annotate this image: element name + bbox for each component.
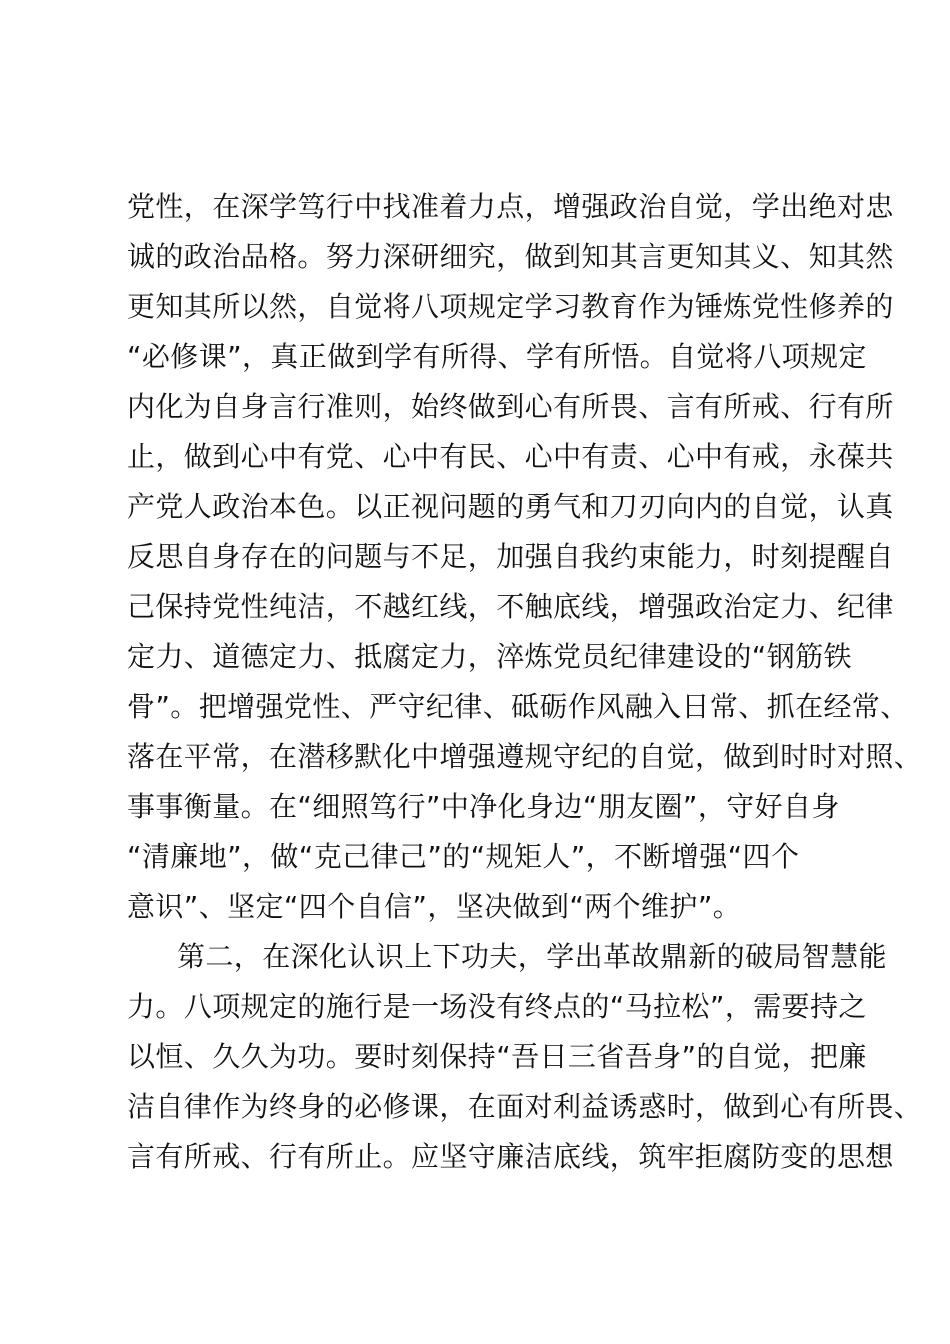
text-line: 事事衡量。在“细照笃行”中净化身边“朋友圈”，守好自身 (127, 790, 840, 823)
text-line: 止，做到心中有党、心中有民、心中有责、心中有戒，永葆共 (127, 440, 894, 473)
text-line: 言有所戒、行有所止。应坚守廉洁底线，筑牢拒腐防变的思想 (127, 1140, 894, 1173)
text-line: 定力、道德定力、抵腐定力，淬炼党员纪律建设的“钢筋铁 (127, 640, 852, 673)
text-line: 洁自律作为终身的必修课，在面对利益诱惑时，做到心有所畏、 (127, 1090, 923, 1123)
text-line: 己保持党性纯洁，不越红线，不触底线，增强政治定力、纪律 (127, 590, 894, 623)
text-line: 落在平常，在潜移默化中增强遵规守纪的自觉，做到时时对照、 (127, 740, 923, 773)
body-text (127, 182, 923, 1182)
text-line: 骨”。把增强党性、严守纪律、砥砺作风融入日常、抓在经常、 (127, 690, 909, 723)
text-line: 产党人政治本色。以正视问题的勇气和刀刃向内的自觉，认真 (127, 490, 894, 523)
text-line: 反思自身存在的问题与不足，加强自我约束能力，时刻提醒自 (127, 540, 894, 573)
text-line: 以恒、久久为功。要时刻保持“吾日三省吾身”的自觉，把廉 (127, 1040, 867, 1073)
text-line: 诚的政治品格。努力深研细究，做到知其言更知其义、知其然 (127, 240, 894, 273)
text-line: 更知其所以然，自觉将八项规定学习教育作为锤炼党性修养的 (127, 290, 894, 323)
text-line: 内化为自身言行准则，始终做到心有所畏、言有所戒、行有所 (127, 390, 894, 423)
text-line: “必修课”，真正做到学有所得、学有所悟。自觉将八项规定 (127, 340, 867, 373)
paragraph-start-line: 第二，在深化认识上下功夫，学出革故鼎新的破局智慧能 (177, 940, 888, 973)
text-line: “清廉地”，做“克己律己”的“规矩人”，不断增强“四个 (127, 840, 800, 873)
text-line: 力。八项规定的施行是一场没有终点的“马拉松”，需要持之 (127, 990, 867, 1023)
text-line: 党性，在深学笃行中找准着力点，增强政治自觉，学出绝对忠 (127, 190, 894, 223)
text-line: 意识”、坚定“四个自信”，坚决做到“两个维护”。 (127, 890, 742, 923)
